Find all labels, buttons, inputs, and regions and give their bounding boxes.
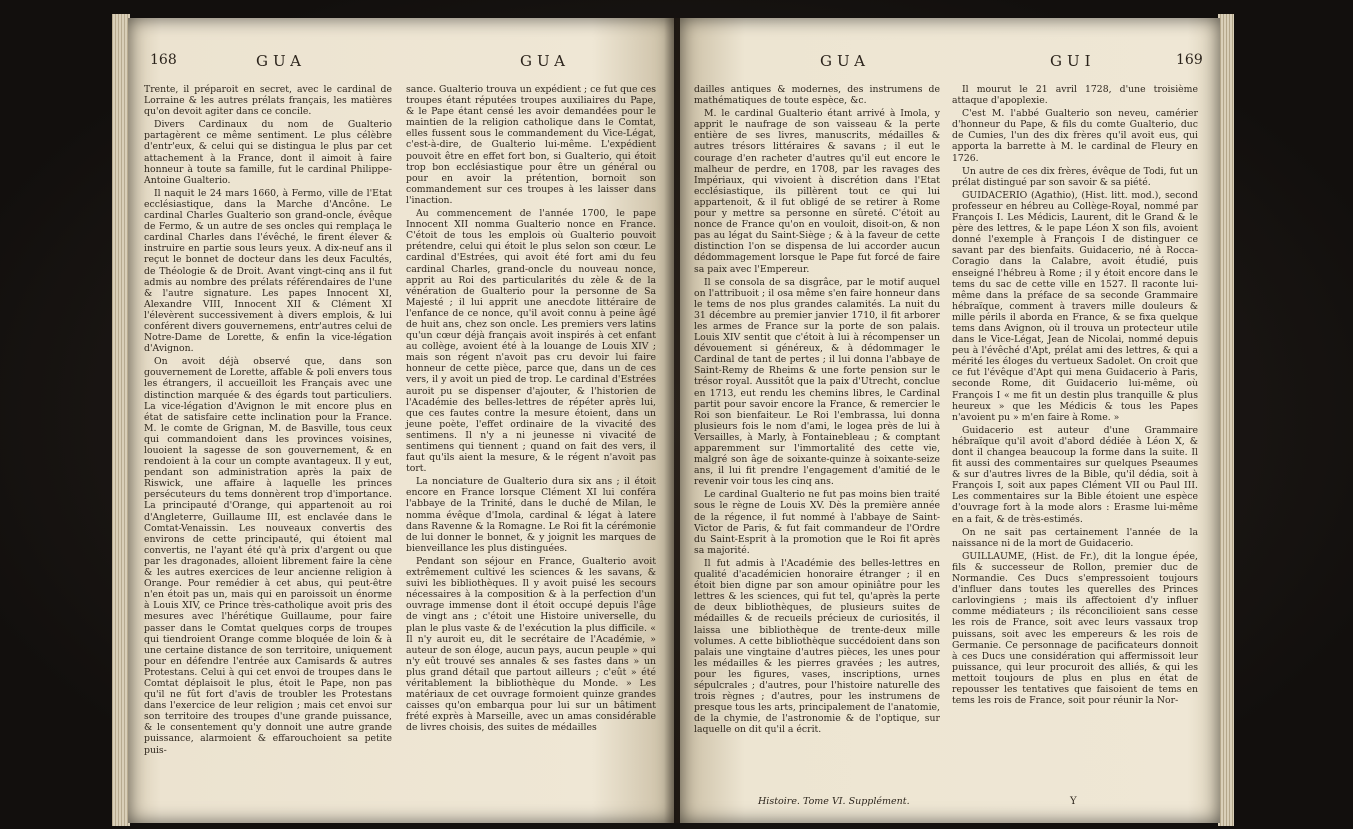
paragraph: Il se consola de sa disgrâce, par le motif auquel on l'attribuoit ; il osa même s'en faire honneur dans le tems de nos plus grandes calamités. La nuit du 31 décembre au premier janvier 1710, il fit arborer les armes de France sur la porte de son palais. Louis XIV sentit que c'étoit à lui à récompenser un dévouement si généreux, & à dédommager le Cardinal de tant de pertes ; il lui donna l'abbaye de Saint-Remy de Rheims & une forte pension sur le trésor royal. Aussitôt que la paix d'Utrecht, conclue en 1713, eut rendu les chemins libres, le Cardinal partit pour savoir encore la France, & remercier le Roi son bienfaiteur. Le Roi l'embrassa, lui donna plusieurs fois le nom d'ami, le logea près de lui à Versailles, à Marly, à Fontainebleau ; & comptant apparemment sur l'immortalité des cette vie, malgré son âge de soixante-quinze à soixante-seize ans, il lui fit prendre l'engagement d'amitié de le revenir voir tous les cinq ans. [694,276,940,488]
paragraph: Le cardinal Gualterio ne fut pas moins bien traité sous le règne de Louis XV. Dès la première année de la régence, il fut nommé à l'abbaye de Saint-Victor de Paris, & fut fait commandeur de l'Ordre du Saint-Esprit à la promotion que le Roi fit après sa majorité. [694,489,940,556]
right-column-2 [952,84,1198,708]
running-head-right-2: GUI [1050,52,1096,70]
running-head-right-1: GUA [820,52,870,70]
paragraph: On avoit déjà observé que, dans son gouvernement de Lorette, affable & poli envers tous les étrangers, il accueilloit les Français avec une distinction marquée & des égards tout particuliers. La vice-légation d'Avignon le mit encore plus en état de satisfaire cette inclination pour la France. M. le comte de Grignan, M. de Basville, tous ceux qui commandoient dans les provinces voisines, louoient la sagesse de son gouvernement, & en rendoient à la cour un compte avantageux. Il y eut, pendant son administration après la paix de Riswick, une affaire à laquelle les princes persécuteurs du tems donnèrent trop d'importance. La principauté d'Orange, qui appartenoit au roi d'Angleterre, Guillaume III, est enclavée dans le Comtat-Venaissin. Les nouveaux convertis des environs de cette principauté, qui étoient mal convertis, ne l'ayant été qu'à prix d'argent ou que par les dragonades, alloient librement faire la cène & les autres exercices de leur ancienne religion à Orange. Pour remédier à cet abus, qui peut-être n'en étoit pas un, mais qui en paroissoit un énorme à Louis XIV, ce Prince très-catholique avoit pris des mesures avec l'hérétique Guillaume, pour faire passer dans le Comtat quelques corps de troupes qui tiendroient Orange comme bloquée de loin & à une certaine distance de son territoire, uniquement pour en défendre l'entrée aux Camisards & autres Protestans. Celui à qui cet envoi de troupes dans le Comtat déplaisoit le plus, étoit le Pape, non pas qu'il ne fût fort d'avis de troubler les Protestans dans l'exercice de leur religion ; mais cet envoi sur son territoire des troupes d'une grande puissance, & le consentement qu'y donnoit une autre grande puissance, alarmoient & effarouchoient sa petite puis- [144,356,392,756]
paragraph: Pendant son séjour en France, Gualterio avoit extrêmement cultivé les sciences & les savans, & suivi les bibliothèques. Il y avoit puisé les secours nécessaires à la composition & à la perfection d'un ouvrage immense dont il étoit occupé depuis l'âge de vingt ans ; c'étoit une Histoire universelle, du plan le plus vaste & de l'exécution la plus difficile. « Il n'y auroit eu, dit le secrétaire de l'Académie, » auteur de son éloge, aucun pays, aucun peuple » qui n'y eût trouvé ses annales & ses fastes dans » un plus grand détail que partout ailleurs ; c'eût » été véritablement la bibliothèque du Monde. » Les matériaux de cet ouvrage formoient quinze grandes caisses qu'on embarqua pour lui sur un bâtiment frété exprès à Marseille, avec un amas considérable de livres choisis, des suites de médailles [406,555,656,734]
paragraph: La nonciature de Gualterio dura six ans ; il étoit encore en France lorsque Clément XI lui conféra l'abbaye de la Trinité, dans le duché de Milan, le nomma évêque d'Imola, cardinal & légat à latere dans Ravenne & la Romagne. Le Roi fit la cérémonie de lui donner le bonnet, & y joignit les marques de bienveillance les plus distinguées. [406,476,656,554]
paragraph: GUIDACERIO (Agathio), (Hist. litt. mod.), second professeur en hébreu au Collège-Royal, nommé par François I. Les Médicis, Laurent, dit le Grand & le père des lettres, & le pape Léon X son fils, avoient donné l'exemple à François I de distinguer ce savant par des bienfaits. Guidacerio, né à Rocca-Coragio dans la Calabre, avoit étudié, puis enseigné l'hébreu à Rome ; il y étoit encore dans le tems du sac de cette ville en 1527. Il raconte lui-même dans la préface de sa seconde Grammaire hébraïque, comment à travers mille douleurs & mille périls il aborda en France, & se fixa quelque tems dans Avignon, où il trouva un protecteur utile dans le Vice-Légat, Jean de Nicolai, nommé depuis peu à l'évêché d'Apt, prélat ami des lettres, & qui a mérité les éloges du vertueux Sadolet. On croit que ce fut l'évêque d'Apt qui mena Guidacerio à Paris, seconde Rome, dit Guidacerio lui-même, où François I « me fit un destin plus tranquille & plus heureux » que les Médicis & tous les Papes n'avoient pu » m'en faire à Rome. » [952,189,1198,423]
paragraph: dailles antiques & modernes, des instrumens de mathématiques de toute espèce, &c. [694,84,940,107]
paragraph: Il mourut le 21 avril 1728, d'une troisième attaque d'apoplexie. [952,84,1198,107]
paragraph: C'est M. l'abbé Gualterio son neveu, camérier d'honneur du Pape, & fils du comte Gualterio, duc de Cumies, l'un des dix frères qu'il avoit eus, qui apporta la barrette à M. le cardinal de Fleury en 1726. [952,108,1198,164]
paragraph: sance. Gualterio trouva un expédient ; ce fut que ces troupes étant réputées troupes auxiliaires du Pape, & le Pape étant censé les avoir demandées pour le maintien de la religion catholique dans le Comtat, elles fussent sous le commandement du Vice-Légat, c'est-à-dire, de Gualterio lui-même. L'expédient pouvoit être en effet fort bon, si Gualterio, qui étoit trop bon ecclésiastique pour être un général ou pour en avoir la prétention, bornoit son commandement sur ces troupes à les laisser dans l'inaction. [406,84,656,206]
right-column-1 [694,84,940,737]
page-number-right: 169 [1176,52,1203,68]
paragraph: On ne sait pas certainement l'année de la naissance ni de la mort de Guidacerio. [952,526,1198,549]
paragraph: Guidacerio est auteur d'une Grammaire hébraïque qu'il avoit d'abord dédiée à Léon X, & dont il changea beaucoup la forme dans la suite. Il fit aussi des commentaires sur quelques Pseaumes & sur d'autres livres de la Bible, qu'il dédia, soit à François I, soit aux papes Clément VII ou Paul III. Les commentaires sur la Bible étoient une espèce d'ouvrage fort à la mode alors : Erasme lui-même en a fait, & de très-estimés. [952,424,1198,525]
page-number-left: 168 [150,52,177,68]
paragraph: Au commencement de l'année 1700, le pape Innocent XII nomma Gualterio nonce en France. C'étoit de tous les emplois où Gualterio pouvoit prétendre, celui qui étoit le plus selon son cœur. Le cardinal d'Estrées, qui avoit été fort ami du feu cardinal Charles, grand-oncle du nouveau nonce, apprit au Roi des particularités du zèle & de la vénération de Gualterio pour la personne de Sa Majesté ; il lui apprit une anecdote littéraire de l'enfance de ce nonce, qu'il avoit connu à peine âgé de huit ans, chez son oncle. Les premiers vers latins qu'un cœur déjà français avoit inspirés à cet enfant au collège, avoient été à la louange de Louis XIV ; mais son régent n'avoit pas cru devoir lui faire honneur de cette pièce, parce que, dans un de ces vers, il y avoit un pied de trop. Le cardinal d'Estrées auroit pu se dispenser d'ajouter, & l'historien de l'Académie des belles-lettres de répéter après lui, que ces fautes contre la mesure étoient, dans un jeune poète, l'effet ordinaire de la vivacité des sentimens. Il n'y a ni jeunesse ni vivacité de sentimens qui tiennent ; quand on fait des vers, il faut qu'ils aient la mesure, & le régent n'avoit pas tort. [406,208,656,475]
paragraph: Un autre de ces dix frères, évêque de Todi, fut un prélat distingué par son savoir & sa piété. [952,165,1198,188]
right-page-edges [1218,14,1234,826]
paragraph: Divers Cardinaux du nom de Gualterio partagèrent ce même sentiment. Le plus célèbre d'entr'eux, & celui qui se distingua le plus par cet attachement à la France, dont il aimoit à faire honneur à toute sa famille, fut le cardinal Philippe-Antoine Gualterio. [144,119,392,186]
paragraph: M. le cardinal Gualterio étant arrivé à Imola, y apprit le naufrage de son vaisseau & la perte entière de ses livres, manuscrits, médailles & autres trésors littéraires & savans ; il eut le courage d'en racheter d'autres qu'il eut encore le malheur de perdre, en 1708, par les ravages des Impériaux, qui vivoient à discrétion dans l'Etat ecclésiastique, ils pillèrent tout ce qui lui appartenoit, & il fut obligé de se retirer à Rome pour y mettre sa personne en sûreté. C'étoit au nonce de France qu'on en vouloit, disoit-on, & non pas au légat du Saint-Siège ; & à la faveur de cette distinction l'on se dispensa de lui accorder aucun dédommagement lorsque le Pape fut forcé de faire sa paix avec l'Empereur. [694,108,940,275]
running-head-left-1: GUA [256,52,306,70]
volume-footer: Histoire. Tome VI. Supplément. [758,796,910,807]
left-column-1 [144,84,392,758]
left-column-2 [406,84,656,735]
left-page [128,18,674,823]
running-head-left-2: GUA [520,52,570,70]
right-page [680,18,1220,823]
paragraph: GUILLAUME, (Hist. de Fr.), dit la longue épée, fils & successeur de Rollon, premier duc de Normandie. Ces Ducs s'empressoient toujours d'influer dans toutes les querelles des Princes carlovingiens ; mais ils affectoient d'y influer comme médiateurs ; ils réconcilioient sans cesse les rois de France, soit avec leurs vassaux trop puissans, soit avec les empereurs & les rois de Germanie. Ce personnage de pacificateurs donnoit à ces Ducs une considération qui affermissoit leur puissance, qui leur procuroit des alliés, & qui les mettoit toujours de plus en plus en état de repousser les tentatives que faisoient de tems en tems les rois de France, soit pour réunir la Nor- [952,550,1198,707]
paragraph: Il naquit le 24 mars 1660, à Fermo, ville de l'Etat ecclésiastique, dans la Marche d'Ancône. Le cardinal Charles Gualterio son grand-oncle, évêque de Fermo, & un autre de ses oncles qui remplaça le cardinal Charles dans l'évêché, le firent élever & instruire en partie sous leurs yeux. A dix-neuf ans il reçut le bonnet de docteur dans les deux Facultés, de Théologie & de Droit. Avant vingt-cinq ans il fut admis au nombre des prélats référendaires de l'une & l'autre signature. Les papes Innocent XI, Alexandre VIII, Innocent XII & Clément XI l'élevèrent successivement à divers emplois, & lui conférent divers gouvernemens, entr'autres celui de Notre-Dame de Lorette, & enfin la vice-légation d'Avignon. [144,187,392,355]
paragraph: Trente, il préparoit en secret, avec le cardinal de Lorraine & les autres prélats français, les matières qu'on devoit agiter dans ce concile. [144,84,392,118]
paragraph: Il fut admis à l'Académie des belles-lettres en qualité d'académicien honoraire étranger ; il en étoit bien digne par son amour opiniâtre pour les lettres & les sciences, qui fut tel, qu'après la perte de deux bibliothèques, de plusieurs suites de médailles & de recueils précieux de curiosités, il laissa une bibliothèque de trente-deux mille volumes. A cette bibliothèque succédoient dans son palais une vingtaine d'autres pièces, les unes pour les médailles & les pierres gravées ; les autres, pour les figures, vases, inscriptions, urnes sépulcrales ; d'autres, pour l'histoire naturelle des trois règnes ; d'autres, pour les instrumens de presque tous les arts, principalement de l'anatomie, de la chymie, de l'astronomie & de l'optique, sur laquelle on dit qu'il a écrit. [694,557,940,736]
signature-mark: Y [1070,796,1077,807]
